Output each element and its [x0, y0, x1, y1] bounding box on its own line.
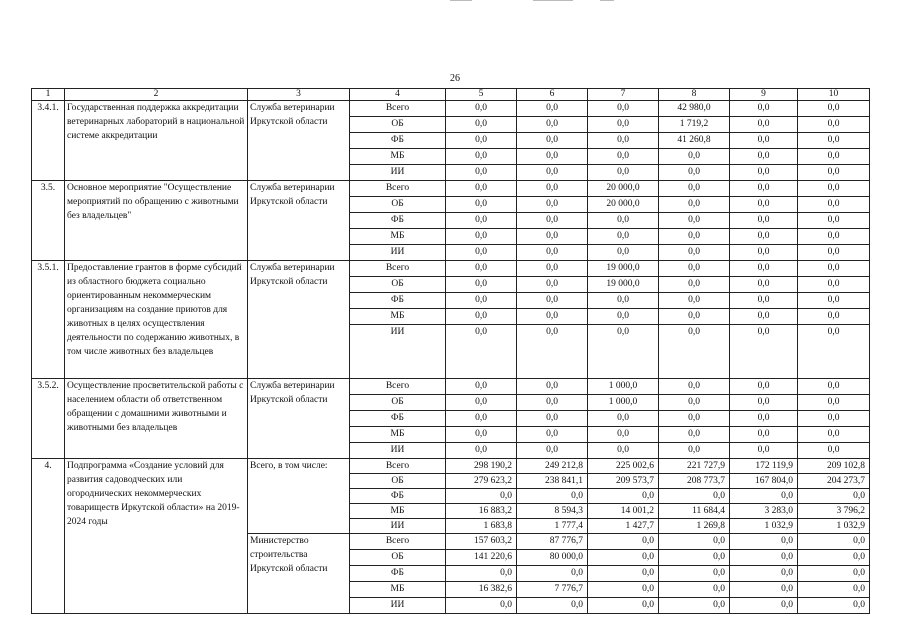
amount-cell: 0,0 — [446, 309, 517, 325]
amount-cell: 0,0 — [446, 427, 517, 443]
amount-cell: 0,0 — [730, 395, 798, 411]
table-row — [32, 101, 870, 117]
table-row — [32, 379, 870, 395]
amount-cell: 0,0 — [588, 598, 659, 614]
column-number-cell: 7 — [588, 89, 659, 101]
amount-cell: 0,0 — [798, 229, 870, 245]
amount-cell: 204 273,7 — [798, 474, 870, 489]
item-number: 3.4.1. — [32, 101, 65, 181]
amount-cell: 0,0 — [588, 411, 659, 427]
budget-table — [31, 88, 870, 614]
amount-cell: 0,0 — [659, 534, 730, 550]
measure-description: Подпрограмма «Создание условий для развития садоводческих или огороднических некоммерческих товариществ Иркутской области» на 2019-2024 годы — [65, 459, 248, 614]
amount-cell: 0,0 — [798, 427, 870, 443]
amount-cell: 0,0 — [517, 427, 588, 443]
amount-cell: 0,0 — [517, 245, 588, 261]
amount-cell: 0,0 — [588, 534, 659, 550]
amount-cell: 0,0 — [446, 229, 517, 245]
amount-cell: 0,0 — [517, 261, 588, 277]
amount-cell: 0,0 — [730, 427, 798, 443]
amount-cell: 0,0 — [798, 489, 870, 504]
amount-cell: 0,0 — [588, 566, 659, 582]
funding-source: Всего — [350, 181, 446, 197]
funding-source: ФБ — [350, 411, 446, 427]
amount-cell: 0,0 — [588, 245, 659, 261]
column-number-cell: 3 — [248, 89, 350, 101]
amount-cell: 0,0 — [730, 277, 798, 293]
amount-cell: 0,0 — [730, 598, 798, 614]
amount-cell: 0,0 — [446, 213, 517, 229]
funding-source: ИИ — [350, 443, 446, 459]
amount-cell: 1 269,8 — [659, 519, 730, 534]
funding-source: МБ — [350, 229, 446, 245]
amount-cell: 157 603,2 — [446, 534, 517, 550]
amount-cell: 225 002,6 — [588, 459, 659, 474]
amount-cell: 0,0 — [798, 117, 870, 133]
amount-cell: 0,0 — [659, 598, 730, 614]
column-number-cell: 8 — [659, 89, 730, 101]
amount-cell: 0,0 — [446, 411, 517, 427]
amount-cell: 0,0 — [446, 489, 517, 504]
funding-source: ФБ — [350, 293, 446, 309]
amount-cell: 16 883,2 — [446, 504, 517, 519]
amount-cell: 0,0 — [659, 443, 730, 459]
amount-cell: 14 001,2 — [588, 504, 659, 519]
funding-source: МБ — [350, 149, 446, 165]
amount-cell: 0,0 — [446, 181, 517, 197]
amount-cell: 1 777,4 — [517, 519, 588, 534]
amount-cell: 0,0 — [659, 325, 730, 379]
amount-cell: 1 000,0 — [588, 395, 659, 411]
amount-cell: 16 382,6 — [446, 582, 517, 598]
amount-cell: 0,0 — [798, 165, 870, 181]
amount-cell: 0,0 — [517, 566, 588, 582]
funding-source: ОБ — [350, 395, 446, 411]
amount-cell: 0,0 — [517, 309, 588, 325]
funding-source: ФБ — [350, 213, 446, 229]
amount-cell: 0,0 — [798, 245, 870, 261]
funding-source: МБ — [350, 504, 446, 519]
amount-cell: 3 796,2 — [798, 504, 870, 519]
amount-cell: 7 776,7 — [517, 582, 588, 598]
amount-cell: 0,0 — [730, 379, 798, 395]
amount-cell: 0,0 — [730, 309, 798, 325]
amount-cell: 0,0 — [659, 197, 730, 213]
column-number-cell: 6 — [517, 89, 588, 101]
amount-cell: 298 190,2 — [446, 459, 517, 474]
amount-cell: 0,0 — [446, 261, 517, 277]
amount-cell: 0,0 — [659, 582, 730, 598]
amount-cell: 0,0 — [517, 277, 588, 293]
column-number-cell: 4 — [350, 89, 446, 101]
amount-cell: 0,0 — [588, 165, 659, 181]
amount-cell: 0,0 — [517, 149, 588, 165]
amount-cell: 0,0 — [588, 325, 659, 379]
amount-cell: 0,0 — [588, 101, 659, 117]
executor-name: Служба ветеринарии Иркутской области — [248, 261, 350, 379]
amount-cell: 0,0 — [730, 582, 798, 598]
amount-cell: 0,0 — [798, 277, 870, 293]
scan-marks — [450, 0, 620, 3]
amount-cell: 80 000,0 — [517, 550, 588, 566]
amount-cell: 20 000,0 — [588, 181, 659, 197]
amount-cell: 0,0 — [730, 165, 798, 181]
amount-cell: 0,0 — [798, 213, 870, 229]
amount-cell: 1 683,8 — [446, 519, 517, 534]
funding-source: Всего — [350, 459, 446, 474]
amount-cell: 0,0 — [588, 489, 659, 504]
amount-cell: 0,0 — [659, 245, 730, 261]
table-row — [32, 459, 870, 474]
amount-cell: 0,0 — [730, 325, 798, 379]
item-number: 3.5. — [32, 181, 65, 261]
amount-cell: 1 032,9 — [730, 519, 798, 534]
amount-cell: 0,0 — [659, 181, 730, 197]
funding-source: ФБ — [350, 489, 446, 504]
amount-cell: 0,0 — [446, 117, 517, 133]
amount-cell: 0,0 — [446, 165, 517, 181]
column-number-cell: 10 — [798, 89, 870, 101]
funding-source: ИИ — [350, 165, 446, 181]
amount-cell: 0,0 — [517, 181, 588, 197]
funding-source: МБ — [350, 582, 446, 598]
amount-cell: 0,0 — [446, 149, 517, 165]
amount-cell: 0,0 — [446, 197, 517, 213]
amount-cell: 0,0 — [517, 411, 588, 427]
amount-cell: 0,0 — [730, 101, 798, 117]
measure-description: Основное мероприятие "Осуществление мероприятий по обращению с животными без владельцев" — [65, 181, 248, 261]
funding-source: ИИ — [350, 598, 446, 614]
amount-cell: 0,0 — [730, 213, 798, 229]
funding-source: ОБ — [350, 474, 446, 489]
amount-cell: 0,0 — [588, 149, 659, 165]
amount-cell: 0,0 — [446, 443, 517, 459]
amount-cell: 0,0 — [517, 197, 588, 213]
amount-cell: 0,0 — [517, 443, 588, 459]
amount-cell: 0,0 — [730, 197, 798, 213]
amount-cell: 0,0 — [798, 566, 870, 582]
amount-cell: 0,0 — [730, 443, 798, 459]
amount-cell: 0,0 — [730, 566, 798, 582]
amount-cell: 0,0 — [659, 293, 730, 309]
amount-cell: 0,0 — [588, 293, 659, 309]
funding-source: Всего — [350, 261, 446, 277]
amount-cell: 0,0 — [517, 165, 588, 181]
amount-cell: 41 260,8 — [659, 133, 730, 149]
amount-cell: 0,0 — [798, 309, 870, 325]
amount-cell: 0,0 — [517, 229, 588, 245]
funding-source: ОБ — [350, 197, 446, 213]
amount-cell: 0,0 — [446, 325, 517, 379]
amount-cell: 238 841,1 — [517, 474, 588, 489]
amount-cell: 0,0 — [517, 117, 588, 133]
amount-cell: 0,0 — [730, 229, 798, 245]
amount-cell: 0,0 — [446, 133, 517, 149]
amount-cell: 209 102,8 — [798, 459, 870, 474]
amount-cell: 20 000,0 — [588, 197, 659, 213]
funding-source: ИИ — [350, 325, 446, 379]
amount-cell: 0,0 — [588, 550, 659, 566]
amount-cell: 279 623,2 — [446, 474, 517, 489]
amount-cell: 0,0 — [798, 582, 870, 598]
amount-cell: 0,0 — [659, 489, 730, 504]
amount-cell: 0,0 — [446, 379, 517, 395]
amount-cell: 0,0 — [588, 213, 659, 229]
amount-cell: 0,0 — [798, 325, 870, 379]
amount-cell: 172 119,9 — [730, 459, 798, 474]
amount-cell: 0,0 — [730, 411, 798, 427]
executor-name: Служба ветеринарии Иркутской области — [248, 181, 350, 261]
amount-cell: 0,0 — [730, 550, 798, 566]
amount-cell: 42 980,0 — [659, 101, 730, 117]
column-number-cell: 9 — [730, 89, 798, 101]
amount-cell: 1 000,0 — [588, 379, 659, 395]
amount-cell: 0,0 — [798, 149, 870, 165]
amount-cell: 0,0 — [517, 598, 588, 614]
funding-source: Всего — [350, 534, 446, 550]
measure-description: Государственная поддержка аккредитации ветеринарных лабораторий в национальной системе аккредитации — [65, 101, 248, 181]
amount-cell: 19 000,0 — [588, 277, 659, 293]
amount-cell: 0,0 — [798, 550, 870, 566]
amount-cell: 0,0 — [730, 181, 798, 197]
funding-source: ФБ — [350, 566, 446, 582]
amount-cell: 0,0 — [659, 229, 730, 245]
amount-cell: 0,0 — [730, 261, 798, 277]
amount-cell: 0,0 — [730, 293, 798, 309]
executor-name: Всего, в том числе: — [248, 459, 350, 534]
amount-cell: 3 283,0 — [730, 504, 798, 519]
funding-source: МБ — [350, 309, 446, 325]
amount-cell: 87 776,7 — [517, 534, 588, 550]
amount-cell: 0,0 — [798, 443, 870, 459]
amount-cell: 0,0 — [446, 293, 517, 309]
amount-cell: 0,0 — [798, 395, 870, 411]
amount-cell: 0,0 — [659, 566, 730, 582]
executor-name: Служба ветеринарии Иркутской области — [248, 101, 350, 181]
table-row — [32, 181, 870, 197]
amount-cell: 0,0 — [798, 598, 870, 614]
amount-cell: 0,0 — [798, 181, 870, 197]
funding-source: ИИ — [350, 519, 446, 534]
funding-source: ОБ — [350, 117, 446, 133]
column-number-cell: 5 — [446, 89, 517, 101]
amount-cell: 0,0 — [446, 598, 517, 614]
funding-source: Всего — [350, 101, 446, 117]
amount-cell: 0,0 — [446, 566, 517, 582]
amount-cell: 1 032,9 — [798, 519, 870, 534]
amount-cell: 19 000,0 — [588, 261, 659, 277]
amount-cell: 1 427,7 — [588, 519, 659, 534]
amount-cell: 0,0 — [446, 277, 517, 293]
amount-cell: 0,0 — [446, 245, 517, 261]
amount-cell: 0,0 — [730, 489, 798, 504]
executor-name: Министерство строительства Иркутской области — [248, 534, 350, 614]
amount-cell: 0,0 — [798, 293, 870, 309]
measure-description: Предоставление грантов в форме субсидий из областного бюджета социально ориентированным некоммерческим организациям на создание приютов для животных в целях осуществления деятельности по содержанию животных, в том числе животных без владельцев — [65, 261, 248, 379]
amount-cell: 0,0 — [798, 411, 870, 427]
measure-description: Осуществление просветительской работы с населением области об ответственном обращении с домашними животными и животными без владельцев — [65, 379, 248, 459]
amount-cell: 0,0 — [517, 133, 588, 149]
amount-cell: 0,0 — [588, 443, 659, 459]
amount-cell: 0,0 — [659, 277, 730, 293]
item-number: 4. — [32, 459, 65, 614]
amount-cell: 0,0 — [588, 229, 659, 245]
amount-cell: 0,0 — [517, 213, 588, 229]
amount-cell: 11 684,4 — [659, 504, 730, 519]
amount-cell: 0,0 — [659, 261, 730, 277]
column-numbers-row — [32, 89, 870, 101]
amount-cell: 0,0 — [588, 117, 659, 133]
funding-source: ОБ — [350, 277, 446, 293]
amount-cell: 0,0 — [798, 133, 870, 149]
amount-cell: 221 727,9 — [659, 459, 730, 474]
amount-cell: 0,0 — [798, 534, 870, 550]
amount-cell: 0,0 — [659, 411, 730, 427]
funding-source: ИИ — [350, 245, 446, 261]
amount-cell: 208 773,7 — [659, 474, 730, 489]
amount-cell: 0,0 — [798, 261, 870, 277]
amount-cell: 0,0 — [446, 101, 517, 117]
amount-cell: 0,0 — [588, 582, 659, 598]
amount-cell: 0,0 — [659, 427, 730, 443]
amount-cell: 0,0 — [517, 489, 588, 504]
amount-cell: 0,0 — [659, 309, 730, 325]
executor-name: Служба ветеринарии Иркутской области — [248, 379, 350, 459]
amount-cell: 0,0 — [659, 379, 730, 395]
amount-cell: 0,0 — [798, 379, 870, 395]
amount-cell: 0,0 — [588, 427, 659, 443]
amount-cell: 0,0 — [517, 395, 588, 411]
amount-cell: 209 573,7 — [588, 474, 659, 489]
funding-source: Всего — [350, 379, 446, 395]
amount-cell: 8 594,3 — [517, 504, 588, 519]
amount-cell: 0,0 — [730, 245, 798, 261]
table-row — [32, 261, 870, 277]
amount-cell: 249 212,8 — [517, 459, 588, 474]
amount-cell: 0,0 — [730, 149, 798, 165]
item-number: 3.5.2. — [32, 379, 65, 459]
amount-cell: 0,0 — [517, 293, 588, 309]
amount-cell: 0,0 — [798, 101, 870, 117]
amount-cell: 0,0 — [659, 149, 730, 165]
funding-source: ОБ — [350, 550, 446, 566]
amount-cell: 0,0 — [659, 550, 730, 566]
page-number: 26 — [450, 73, 460, 84]
funding-source: ФБ — [350, 133, 446, 149]
amount-cell: 0,0 — [517, 101, 588, 117]
amount-cell: 1 719,2 — [659, 117, 730, 133]
amount-cell: 0,0 — [659, 395, 730, 411]
item-number: 3.5.1. — [32, 261, 65, 379]
column-number-cell: 1 — [32, 89, 65, 101]
amount-cell: 0,0 — [446, 395, 517, 411]
amount-cell: 0,0 — [588, 309, 659, 325]
funding-source: МБ — [350, 427, 446, 443]
column-number-cell: 2 — [65, 89, 248, 101]
amount-cell: 167 804,0 — [730, 474, 798, 489]
amount-cell: 0,0 — [517, 325, 588, 379]
amount-cell: 0,0 — [588, 133, 659, 149]
amount-cell: 0,0 — [659, 165, 730, 181]
amount-cell: 0,0 — [730, 117, 798, 133]
amount-cell: 141 220,6 — [446, 550, 517, 566]
amount-cell: 0,0 — [659, 213, 730, 229]
amount-cell: 0,0 — [730, 534, 798, 550]
amount-cell: 0,0 — [517, 379, 588, 395]
table-body — [32, 89, 870, 614]
amount-cell: 0,0 — [798, 197, 870, 213]
amount-cell: 0,0 — [730, 133, 798, 149]
